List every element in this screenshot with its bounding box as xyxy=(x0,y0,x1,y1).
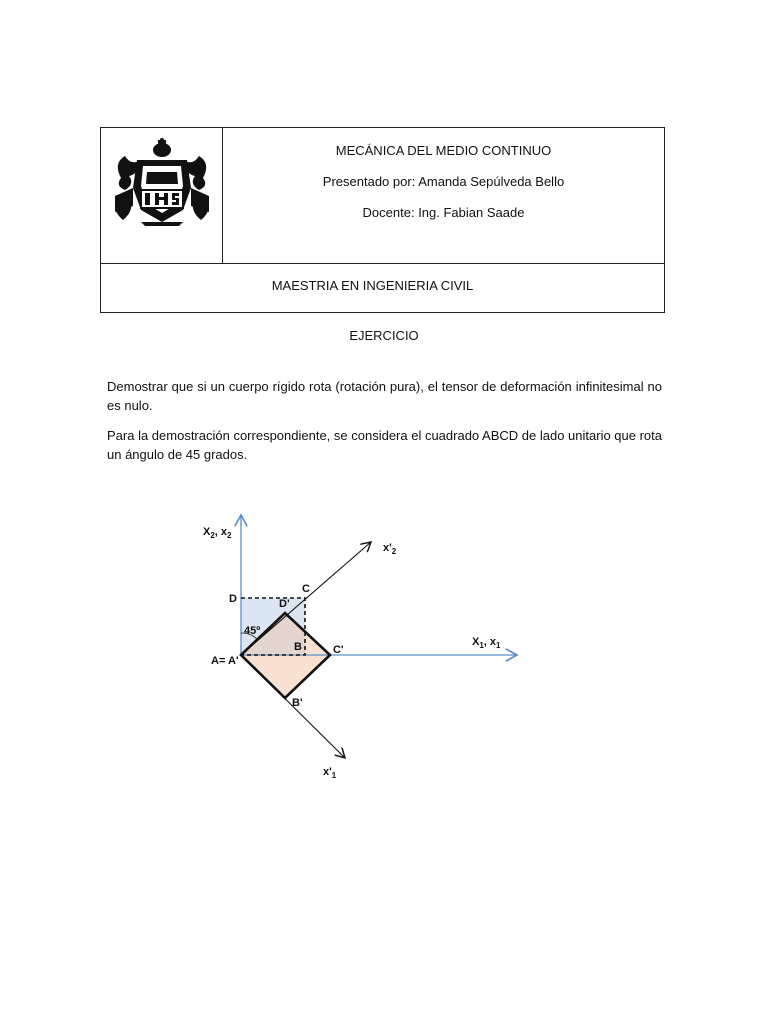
label-x-prime-1: $x'_1$ xyxy=(323,766,337,780)
paragraph-2: Para la demostración correspondiente, se considera el cuadrado ABCD de lado unitario que rota un ángulo de 45 grados. xyxy=(107,428,663,462)
label-point-c: C xyxy=(302,583,310,595)
label-point-d-prime: D' xyxy=(279,598,290,610)
label-x2-axis: $X_2$, $x_2$ xyxy=(203,526,232,540)
label-point-a: A= A' xyxy=(211,655,239,667)
label-point-d: D xyxy=(229,593,237,605)
section-heading: EJERCICIO xyxy=(349,328,419,343)
program-cell xyxy=(101,264,664,312)
rotation-diagram xyxy=(195,505,535,795)
presented-by: Presentado por: Amanda Sepúlveda Bello xyxy=(322,174,565,189)
title-cell xyxy=(223,128,664,264)
paragraph-1: Demostrar que si un cuerpo rígido rota (rotación pura), el tensor de deformación infinitesimal no es nulo. xyxy=(107,379,662,413)
program-name: MAESTRIA EN INGENIERIA CIVIL xyxy=(271,278,474,293)
teacher: Docente: Ing. Fabian Saade xyxy=(362,205,525,220)
university-crest-icon xyxy=(111,138,213,228)
label-angle: 45º xyxy=(244,625,261,637)
course-title: MECÁNICA DEL MEDIO CONTINUO xyxy=(335,143,552,158)
logo-cell xyxy=(101,128,223,264)
header-table xyxy=(100,127,665,313)
label-point-b-prime: B' xyxy=(292,697,303,709)
label-x1-axis: $X_1$, $x_1$ xyxy=(472,636,501,650)
label-point-c-prime: C' xyxy=(333,644,344,656)
label-x-prime-2: $x'_2$ xyxy=(383,542,397,556)
label-point-b: B xyxy=(294,641,302,653)
